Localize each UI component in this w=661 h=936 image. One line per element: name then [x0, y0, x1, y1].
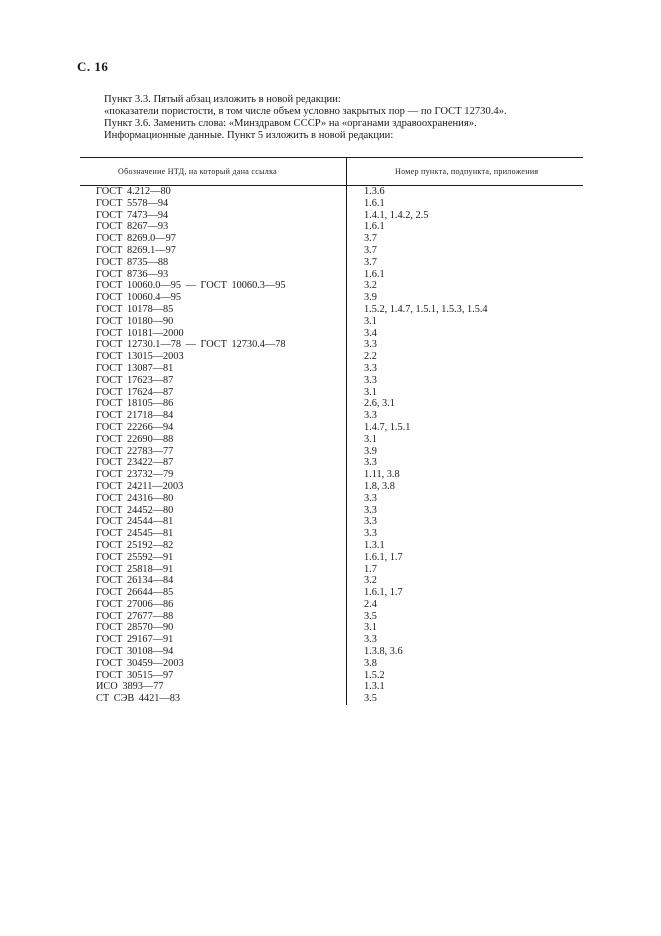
- reference-cell: ГОСТ 22690—88: [96, 433, 174, 445]
- amendment-line: Пункт 3.3. Пятый абзац изложить в новой редакции:: [104, 94, 341, 105]
- reference-cell: ГОСТ 18105—86: [96, 398, 174, 410]
- section-cell: 1.6.1: [364, 221, 385, 233]
- section-cell: 1.8, 3.8: [364, 480, 395, 492]
- column-header-section: Номер пункта, подпункта, приложения: [395, 167, 539, 176]
- section-cell: 1.5.2, 1.4.7, 1.5.1, 1.5.3, 1.5.4: [364, 303, 488, 315]
- reference-cell: ГОСТ 13087—81: [96, 362, 174, 374]
- reference-cell: ГОСТ 24211—2003: [96, 480, 184, 492]
- table-row: [0, 316, 661, 328]
- section-cell: 3.3: [364, 492, 377, 504]
- reference-cell: ГОСТ 30515—97: [96, 669, 174, 681]
- section-cell: 3.7: [364, 244, 377, 256]
- table-row: [0, 351, 661, 363]
- page-number: С. 16: [77, 59, 109, 74]
- reference-cell: ГОСТ 22783—77: [96, 445, 174, 457]
- reference-cell: ГОСТ 29167—91: [96, 634, 174, 646]
- section-cell: 3.3: [364, 504, 377, 516]
- table-row: [0, 233, 661, 245]
- table-row: [0, 269, 661, 281]
- reference-cell: ГОСТ 26134—84: [96, 575, 174, 587]
- section-cell: 3.3: [364, 410, 377, 422]
- reference-cell: ГОСТ 4.212—80: [96, 186, 171, 197]
- section-cell: 2.4: [364, 598, 377, 610]
- table-header: [80, 157, 583, 186]
- table-row: [0, 328, 661, 340]
- reference-cell: ГОСТ 25192—82: [96, 539, 174, 551]
- table-row: [0, 634, 661, 646]
- reference-cell: ГОСТ 23732—79: [96, 469, 174, 481]
- table-row: [0, 505, 661, 517]
- table-row: [0, 540, 661, 552]
- reference-cell: ГОСТ 17623—87: [96, 374, 174, 386]
- reference-cell: ГОСТ 24452—80: [96, 504, 174, 516]
- section-cell: 3.3: [364, 516, 377, 528]
- table-row: [0, 221, 661, 233]
- table-row: [0, 670, 661, 682]
- reference-cell: ГОСТ 10060.4—95: [96, 292, 182, 304]
- table-row: [0, 575, 661, 587]
- section-cell: 3.8: [364, 657, 377, 669]
- table-row: [0, 516, 661, 528]
- reference-cell: ГОСТ 8735—88: [96, 256, 169, 268]
- table-row: [0, 398, 661, 410]
- section-cell: 3.5: [364, 610, 377, 622]
- section-cell: 3.3: [364, 528, 377, 540]
- reference-cell: ГОСТ 13015—2003: [96, 351, 184, 363]
- table-row: [0, 339, 661, 351]
- table-row: [0, 363, 661, 375]
- reference-cell: ГОСТ 21718—84: [96, 410, 174, 422]
- table-row: [0, 469, 661, 481]
- table-row: [0, 434, 661, 446]
- section-cell: 3.3: [364, 634, 377, 646]
- section-cell: 3.1: [364, 315, 377, 327]
- section-cell: 3.7: [364, 256, 377, 268]
- reference-cell: ГОСТ 24545—81: [96, 528, 174, 540]
- table-row: [0, 210, 661, 222]
- section-cell: 1.4.1, 1.4.2, 2.5: [364, 209, 429, 221]
- section-cell: 3.1: [364, 433, 377, 445]
- section-cell: 3.2: [364, 575, 377, 587]
- table-row: [0, 410, 661, 422]
- reference-cell: ГОСТ 12730.1—78 — ГОСТ 12730.4—78: [96, 339, 286, 351]
- reference-cell: ГОСТ 28570—90: [96, 622, 174, 634]
- table-row: [0, 280, 661, 292]
- reference-cell: ГОСТ 30108—94: [96, 646, 174, 658]
- section-cell: 1.3.1: [364, 681, 385, 693]
- reference-cell: ГОСТ 10060.0—95 — ГОСТ 10060.3—95: [96, 280, 286, 292]
- amendment-text: [104, 94, 574, 142]
- reference-cell: ГОСТ 27006—86: [96, 598, 174, 610]
- table-row: [0, 681, 661, 693]
- section-cell: 3.4: [364, 327, 377, 339]
- reference-cell: ГОСТ 5578—94: [96, 197, 169, 209]
- reference-cell: ГОСТ 8267—93: [96, 221, 169, 233]
- table-row: [0, 693, 661, 705]
- table-row: [0, 387, 661, 399]
- table-row: [0, 304, 661, 316]
- reference-cell: ГОСТ 8269.0—97: [96, 233, 176, 245]
- amendment-line: Пункт 3.6. Заменить слова: «Минздравом СССР» на «органами здравоохранения».: [104, 118, 477, 129]
- amendment-line: «показатели пористости, в том числе объем условно закрытых пор — по ГОСТ 12730.4».: [104, 106, 507, 117]
- section-cell: 1.7: [364, 563, 377, 575]
- reference-cell: ГОСТ 8736—93: [96, 268, 169, 280]
- table-row: [0, 422, 661, 434]
- section-cell: 3.9: [364, 445, 377, 457]
- section-cell: 1.11, 3.8: [364, 469, 400, 481]
- section-cell: 1.3.8, 3.6: [364, 646, 403, 658]
- section-cell: 2.6, 3.1: [364, 398, 395, 410]
- reference-cell: ГОСТ 7473—94: [96, 209, 169, 221]
- section-cell: 1.5.2: [364, 669, 385, 681]
- section-cell: 1.3.1: [364, 539, 385, 551]
- reference-cell: ГОСТ 10180—90: [96, 315, 174, 327]
- table-row: [0, 198, 661, 210]
- table-row: [0, 446, 661, 458]
- reference-cell: ИСО 3893—77: [96, 681, 164, 693]
- section-cell: 1.6.1: [364, 197, 385, 209]
- table-row: [0, 658, 661, 670]
- section-cell: 3.9: [364, 292, 377, 304]
- table-row: [0, 292, 661, 304]
- section-cell: 3.3: [364, 457, 377, 469]
- section-cell: 1.3.6: [364, 186, 385, 197]
- section-cell: 3.3: [364, 374, 377, 386]
- table-row: [0, 375, 661, 387]
- amendment-line: Информационные данные. Пункт 5 изложить в новой редакции:: [104, 130, 394, 141]
- reference-cell: ГОСТ 17624—87: [96, 386, 174, 398]
- table-row: [0, 622, 661, 634]
- reference-cell: ГОСТ 24316—80: [96, 492, 174, 504]
- reference-cell: ГОСТ 10178—85: [96, 303, 174, 315]
- section-cell: 3.1: [364, 386, 377, 398]
- table-row: [0, 245, 661, 257]
- section-cell: 3.2: [364, 280, 377, 292]
- table-row: [0, 599, 661, 611]
- section-cell: 1.4.7, 1.5.1: [364, 421, 411, 433]
- section-cell: 3.7: [364, 233, 377, 245]
- table-row: [0, 481, 661, 493]
- reference-cell: ГОСТ 30459—2003: [96, 657, 184, 669]
- reference-table-body: [0, 186, 661, 705]
- reference-cell: ГОСТ 25818—91: [96, 563, 174, 575]
- section-cell: 3.5: [364, 693, 377, 705]
- table-row: [0, 552, 661, 564]
- table-row: [0, 528, 661, 540]
- reference-cell: СТ СЭВ 4421—83: [96, 693, 181, 705]
- column-header-reference: Обозначение НТД, на который дана ссылка: [118, 167, 278, 176]
- reference-cell: ГОСТ 23422—87: [96, 457, 174, 469]
- reference-cell: ГОСТ 24544—81: [96, 516, 174, 528]
- reference-cell: ГОСТ 8269.1—97: [96, 244, 176, 256]
- reference-cell: ГОСТ 27677—88: [96, 610, 174, 622]
- table-row: [0, 587, 661, 599]
- reference-cell: ГОСТ 26644—85: [96, 587, 174, 599]
- reference-cell: ГОСТ 25592—91: [96, 551, 174, 563]
- section-cell: 1.6.1: [364, 268, 385, 280]
- section-cell: 2.2: [364, 351, 377, 363]
- section-cell: 1.6.1, 1.7: [364, 587, 403, 599]
- table-row: [0, 646, 661, 658]
- table-row: [0, 257, 661, 269]
- reference-cell: ГОСТ 10181—2000: [96, 327, 184, 339]
- table-row: [0, 611, 661, 623]
- section-cell: 3.1: [364, 622, 377, 634]
- table-row: [0, 493, 661, 505]
- section-cell: 3.3: [364, 339, 377, 351]
- table-row: [0, 186, 661, 198]
- table-row: [0, 457, 661, 469]
- reference-cell: ГОСТ 22266—94: [96, 421, 174, 433]
- section-cell: 1.6.1, 1.7: [364, 551, 403, 563]
- section-cell: 3.3: [364, 362, 377, 374]
- table-row: [0, 564, 661, 576]
